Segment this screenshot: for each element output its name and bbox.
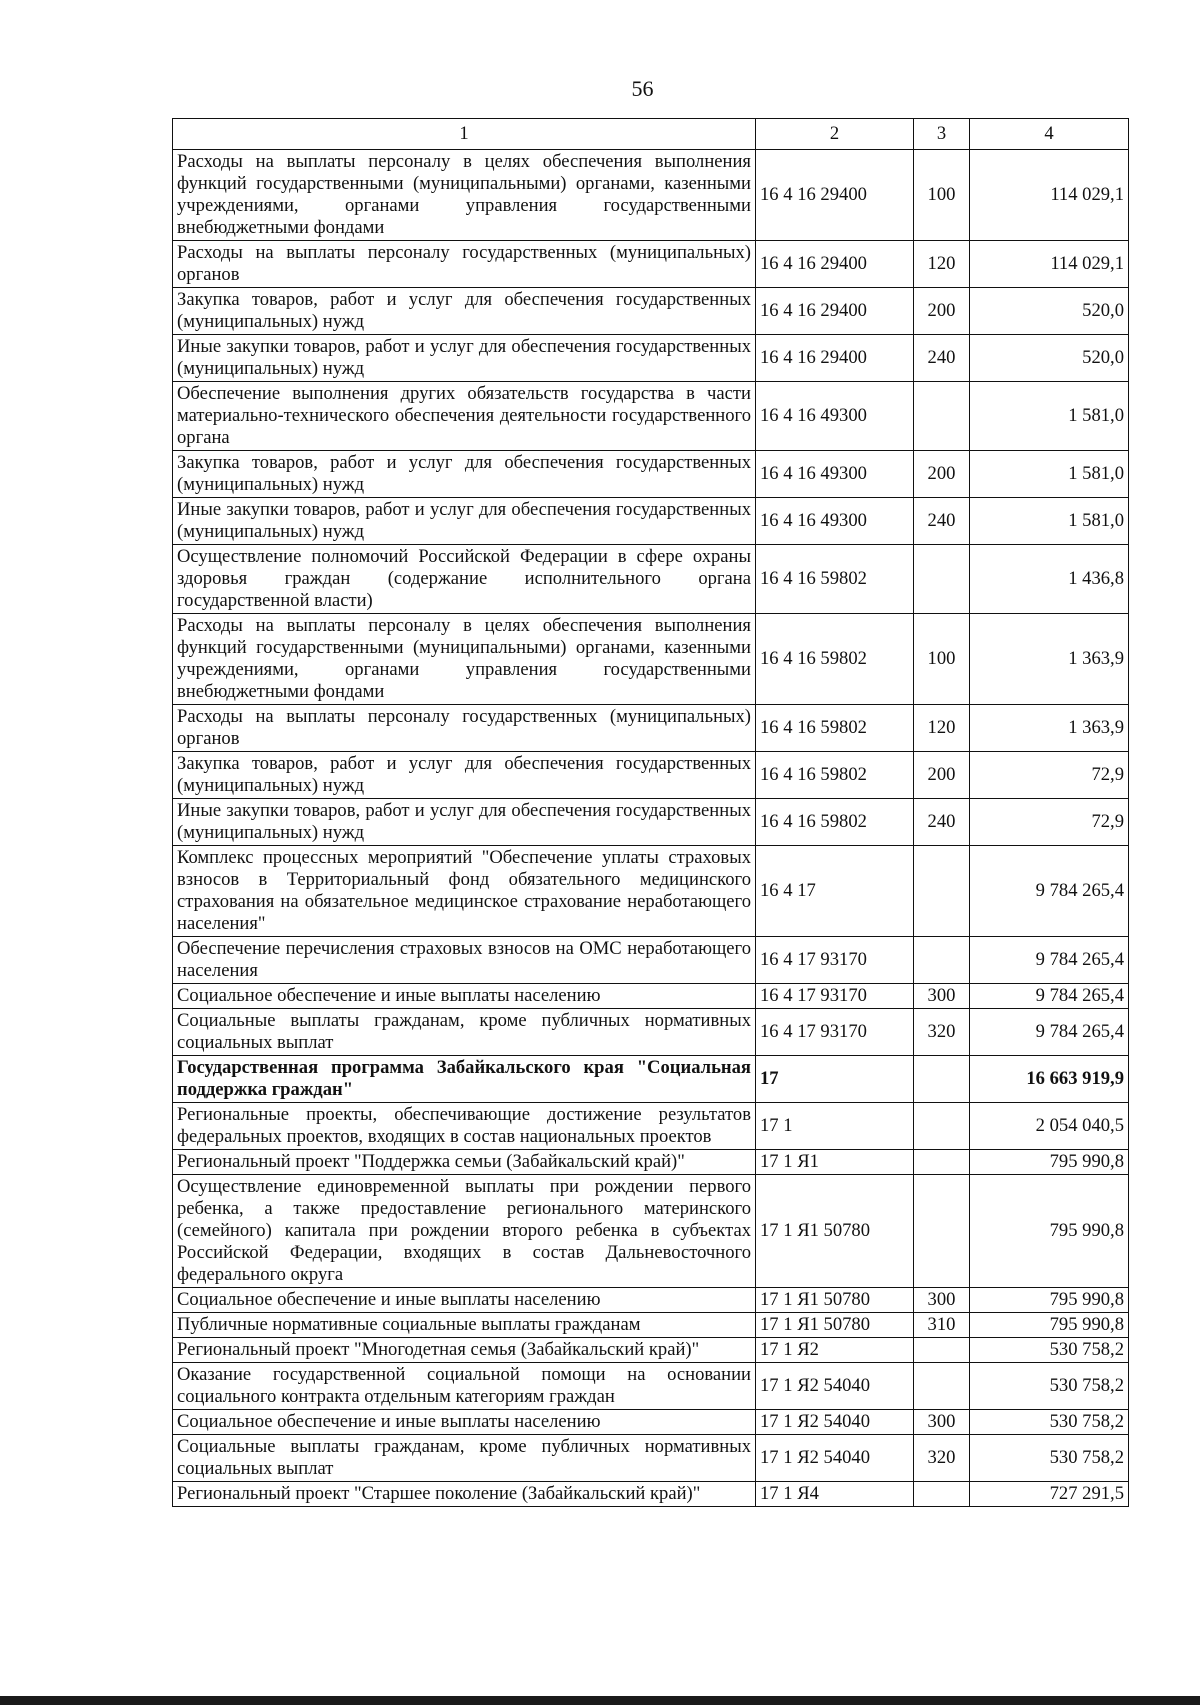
row-amount-cell: 530 758,2 [970, 1338, 1129, 1363]
row-amount-cell: 9 784 265,4 [970, 937, 1129, 984]
row-name-cell: Иные закупки товаров, работ и услуг для обеспечения государственных (муниципальных) нужд [173, 799, 756, 846]
row-name-cell: Социальное обеспечение и иные выплаты населению [173, 984, 756, 1009]
row-type-cell: 320 [914, 1435, 970, 1482]
row-amount-cell: 1 581,0 [970, 451, 1129, 498]
table-row [173, 545, 1129, 614]
row-type-cell [914, 1103, 970, 1150]
row-name-cell: Расходы на выплаты персоналу в целях обеспечения выполнения функций государственными (муниципальными) органами, казенными учреждениями, органами управления государственными внебюджетными фондами [173, 150, 756, 241]
row-amount-cell: 530 758,2 [970, 1435, 1129, 1482]
row-type-cell: 240 [914, 498, 970, 545]
row-type-cell: 300 [914, 1288, 970, 1313]
header-row [173, 119, 1129, 150]
row-type-cell: 300 [914, 1410, 970, 1435]
row-code-cell: 17 1 Я1 50780 [756, 1175, 914, 1288]
row-code-cell: 16 4 17 93170 [756, 1009, 914, 1056]
row-name-cell: Комплекс процессных мероприятий "Обеспечение уплаты страховых взносов в Территориальный фонд обязательного медицинского страхования на обязательное медицинское страхование неработающего населения" [173, 846, 756, 937]
table-row [173, 1009, 1129, 1056]
row-amount-cell: 795 990,8 [970, 1288, 1129, 1313]
table-row [173, 1313, 1129, 1338]
table-row [173, 1482, 1129, 1507]
row-code-cell: 17 [756, 1056, 914, 1103]
row-code-cell: 16 4 16 59802 [756, 752, 914, 799]
row-code-cell: 16 4 16 59802 [756, 799, 914, 846]
row-name-cell: Региональный проект "Многодетная семья (Забайкальский край)" [173, 1338, 756, 1363]
row-amount-cell: 795 990,8 [970, 1175, 1129, 1288]
row-amount-cell: 72,9 [970, 752, 1129, 799]
row-code-cell: 16 4 17 93170 [756, 937, 914, 984]
row-name-cell: Обеспечение перечисления страховых взносов на ОМС неработающего населения [173, 937, 756, 984]
table-row [173, 451, 1129, 498]
row-code-cell: 16 4 17 93170 [756, 984, 914, 1009]
row-amount-cell: 1 363,9 [970, 614, 1129, 705]
row-name-cell: Государственная программа Забайкальского края "Социальная поддержка граждан" [173, 1056, 756, 1103]
row-name-cell: Региональные проекты, обеспечивающие достижение результатов федеральных проектов, входящих в состав национальных проектов [173, 1103, 756, 1150]
row-name-cell: Закупка товаров, работ и услуг для обеспечения государственных (муниципальных) нужд [173, 752, 756, 799]
row-type-cell: 300 [914, 984, 970, 1009]
row-amount-cell: 2 054 040,5 [970, 1103, 1129, 1150]
row-amount-cell: 114 029,1 [970, 150, 1129, 241]
row-type-cell: 200 [914, 288, 970, 335]
row-amount-cell: 9 784 265,4 [970, 984, 1129, 1009]
row-code-cell: 17 1 Я2 54040 [756, 1363, 914, 1410]
row-type-cell [914, 1363, 970, 1410]
row-amount-cell: 520,0 [970, 335, 1129, 382]
table-row [173, 1056, 1129, 1103]
table-row [173, 1410, 1129, 1435]
row-type-cell [914, 545, 970, 614]
table-row [173, 1150, 1129, 1175]
row-name-cell: Расходы на выплаты персоналу в целях обеспечения выполнения функций государственными (муниципальными) органами, казенными учреждениями, органами управления государственными внебюджетными фондами [173, 614, 756, 705]
table-row [173, 799, 1129, 846]
row-name-cell: Расходы на выплаты персоналу государственных (муниципальных) органов [173, 705, 756, 752]
row-amount-cell: 1 436,8 [970, 545, 1129, 614]
row-amount-cell: 795 990,8 [970, 1150, 1129, 1175]
row-type-cell: 310 [914, 1313, 970, 1338]
row-code-cell: 16 4 16 59802 [756, 545, 914, 614]
row-name-cell: Закупка товаров, работ и услуг для обеспечения государственных (муниципальных) нужд [173, 451, 756, 498]
row-code-cell: 16 4 16 49300 [756, 498, 914, 545]
row-code-cell: 17 1 [756, 1103, 914, 1150]
row-amount-cell: 795 990,8 [970, 1313, 1129, 1338]
table-row [173, 984, 1129, 1009]
row-amount-cell: 530 758,2 [970, 1410, 1129, 1435]
row-code-cell: 17 1 Я2 54040 [756, 1435, 914, 1482]
table-row [173, 937, 1129, 984]
table-row [173, 241, 1129, 288]
row-amount-cell: 16 663 919,9 [970, 1056, 1129, 1103]
row-name-cell: Осуществление полномочий Российской Федерации в сфере охраны здоровья граждан (содержание исполнительного органа государственной власти) [173, 545, 756, 614]
row-amount-cell: 114 029,1 [970, 241, 1129, 288]
row-name-cell: Иные закупки товаров, работ и услуг для обеспечения государственных (муниципальных) нужд [173, 498, 756, 545]
row-code-cell: 17 1 Я1 50780 [756, 1288, 914, 1313]
row-name-cell: Социальные выплаты гражданам, кроме публичных нормативных социальных выплат [173, 1435, 756, 1482]
row-type-cell: 240 [914, 799, 970, 846]
row-type-cell [914, 1150, 970, 1175]
table-row [173, 1338, 1129, 1363]
table-row [173, 752, 1129, 799]
scan-bottom-edge [0, 1696, 1200, 1705]
row-amount-cell: 9 784 265,4 [970, 1009, 1129, 1056]
table-row [173, 335, 1129, 382]
row-name-cell: Осуществление единовременной выплаты при рождении первого ребенка, а также предоставление регионального материнского (семейного) капитала при рождении второго ребенка в субъектах Российской Федерации, входящих в состав Дальневосточного федерального округа [173, 1175, 756, 1288]
table-row [173, 1435, 1129, 1482]
column-header: 3 [914, 119, 970, 150]
row-type-cell: 100 [914, 614, 970, 705]
row-name-cell: Социальные выплаты гражданам, кроме публичных нормативных социальных выплат [173, 1009, 756, 1056]
row-code-cell: 17 1 Я2 54040 [756, 1410, 914, 1435]
table-row [173, 705, 1129, 752]
table-row [173, 1288, 1129, 1313]
table-row [173, 382, 1129, 451]
row-type-cell [914, 1175, 970, 1288]
row-name-cell: Публичные нормативные социальные выплаты гражданам [173, 1313, 756, 1338]
column-header: 2 [756, 119, 914, 150]
row-type-cell [914, 846, 970, 937]
row-code-cell: 16 4 16 59802 [756, 705, 914, 752]
row-type-cell: 200 [914, 752, 970, 799]
row-type-cell: 120 [914, 705, 970, 752]
budget-table [172, 118, 1129, 1507]
row-name-cell: Региональный проект "Поддержка семьи (Забайкальский край)" [173, 1150, 756, 1175]
table-row [173, 150, 1129, 241]
row-code-cell: 17 1 Я2 [756, 1338, 914, 1363]
row-code-cell: 17 1 Я1 50780 [756, 1313, 914, 1338]
row-type-cell: 240 [914, 335, 970, 382]
row-amount-cell: 1 581,0 [970, 382, 1129, 451]
row-name-cell: Расходы на выплаты персоналу государственных (муниципальных) органов [173, 241, 756, 288]
row-amount-cell: 530 758,2 [970, 1363, 1129, 1410]
row-code-cell: 16 4 16 49300 [756, 382, 914, 451]
row-type-cell [914, 1338, 970, 1363]
row-code-cell: 16 4 16 49300 [756, 451, 914, 498]
row-amount-cell: 1 363,9 [970, 705, 1129, 752]
table-row [173, 846, 1129, 937]
row-type-cell: 120 [914, 241, 970, 288]
row-amount-cell: 1 581,0 [970, 498, 1129, 545]
row-code-cell: 17 1 Я4 [756, 1482, 914, 1507]
row-type-cell [914, 382, 970, 451]
row-code-cell: 16 4 16 59802 [756, 614, 914, 705]
column-header: 4 [970, 119, 1129, 150]
row-name-cell: Обеспечение выполнения других обязательств государства в части материально-технического обеспечения деятельности государственного органа [173, 382, 756, 451]
row-amount-cell: 9 784 265,4 [970, 846, 1129, 937]
row-type-cell: 100 [914, 150, 970, 241]
column-header: 1 [173, 119, 756, 150]
row-code-cell: 16 4 17 [756, 846, 914, 937]
row-code-cell: 16 4 16 29400 [756, 150, 914, 241]
table-row [173, 498, 1129, 545]
row-name-cell: Региональный проект "Старшее поколение (Забайкальский край)" [173, 1482, 756, 1507]
row-type-cell [914, 1056, 970, 1103]
row-name-cell: Социальное обеспечение и иные выплаты населению [173, 1410, 756, 1435]
row-amount-cell: 72,9 [970, 799, 1129, 846]
row-type-cell [914, 1482, 970, 1507]
row-amount-cell: 520,0 [970, 288, 1129, 335]
table-row [173, 1363, 1129, 1410]
row-amount-cell: 727 291,5 [970, 1482, 1129, 1507]
row-code-cell: 16 4 16 29400 [756, 241, 914, 288]
table-row [173, 288, 1129, 335]
row-code-cell: 17 1 Я1 [756, 1150, 914, 1175]
table-row [173, 1175, 1129, 1288]
row-code-cell: 16 4 16 29400 [756, 288, 914, 335]
table-row [173, 614, 1129, 705]
row-name-cell: Закупка товаров, работ и услуг для обеспечения государственных (муниципальных) нужд [173, 288, 756, 335]
row-name-cell: Оказание государственной социальной помощи на основании социального контракта отдельным категориям граждан [173, 1363, 756, 1410]
page-number: 56 [631, 76, 654, 101]
row-name-cell: Социальное обеспечение и иные выплаты населению [173, 1288, 756, 1313]
row-name-cell: Иные закупки товаров, работ и услуг для обеспечения государственных (муниципальных) нужд [173, 335, 756, 382]
row-code-cell: 16 4 16 29400 [756, 335, 914, 382]
row-type-cell: 320 [914, 1009, 970, 1056]
row-type-cell [914, 937, 970, 984]
row-type-cell: 200 [914, 451, 970, 498]
table-row [173, 1103, 1129, 1150]
